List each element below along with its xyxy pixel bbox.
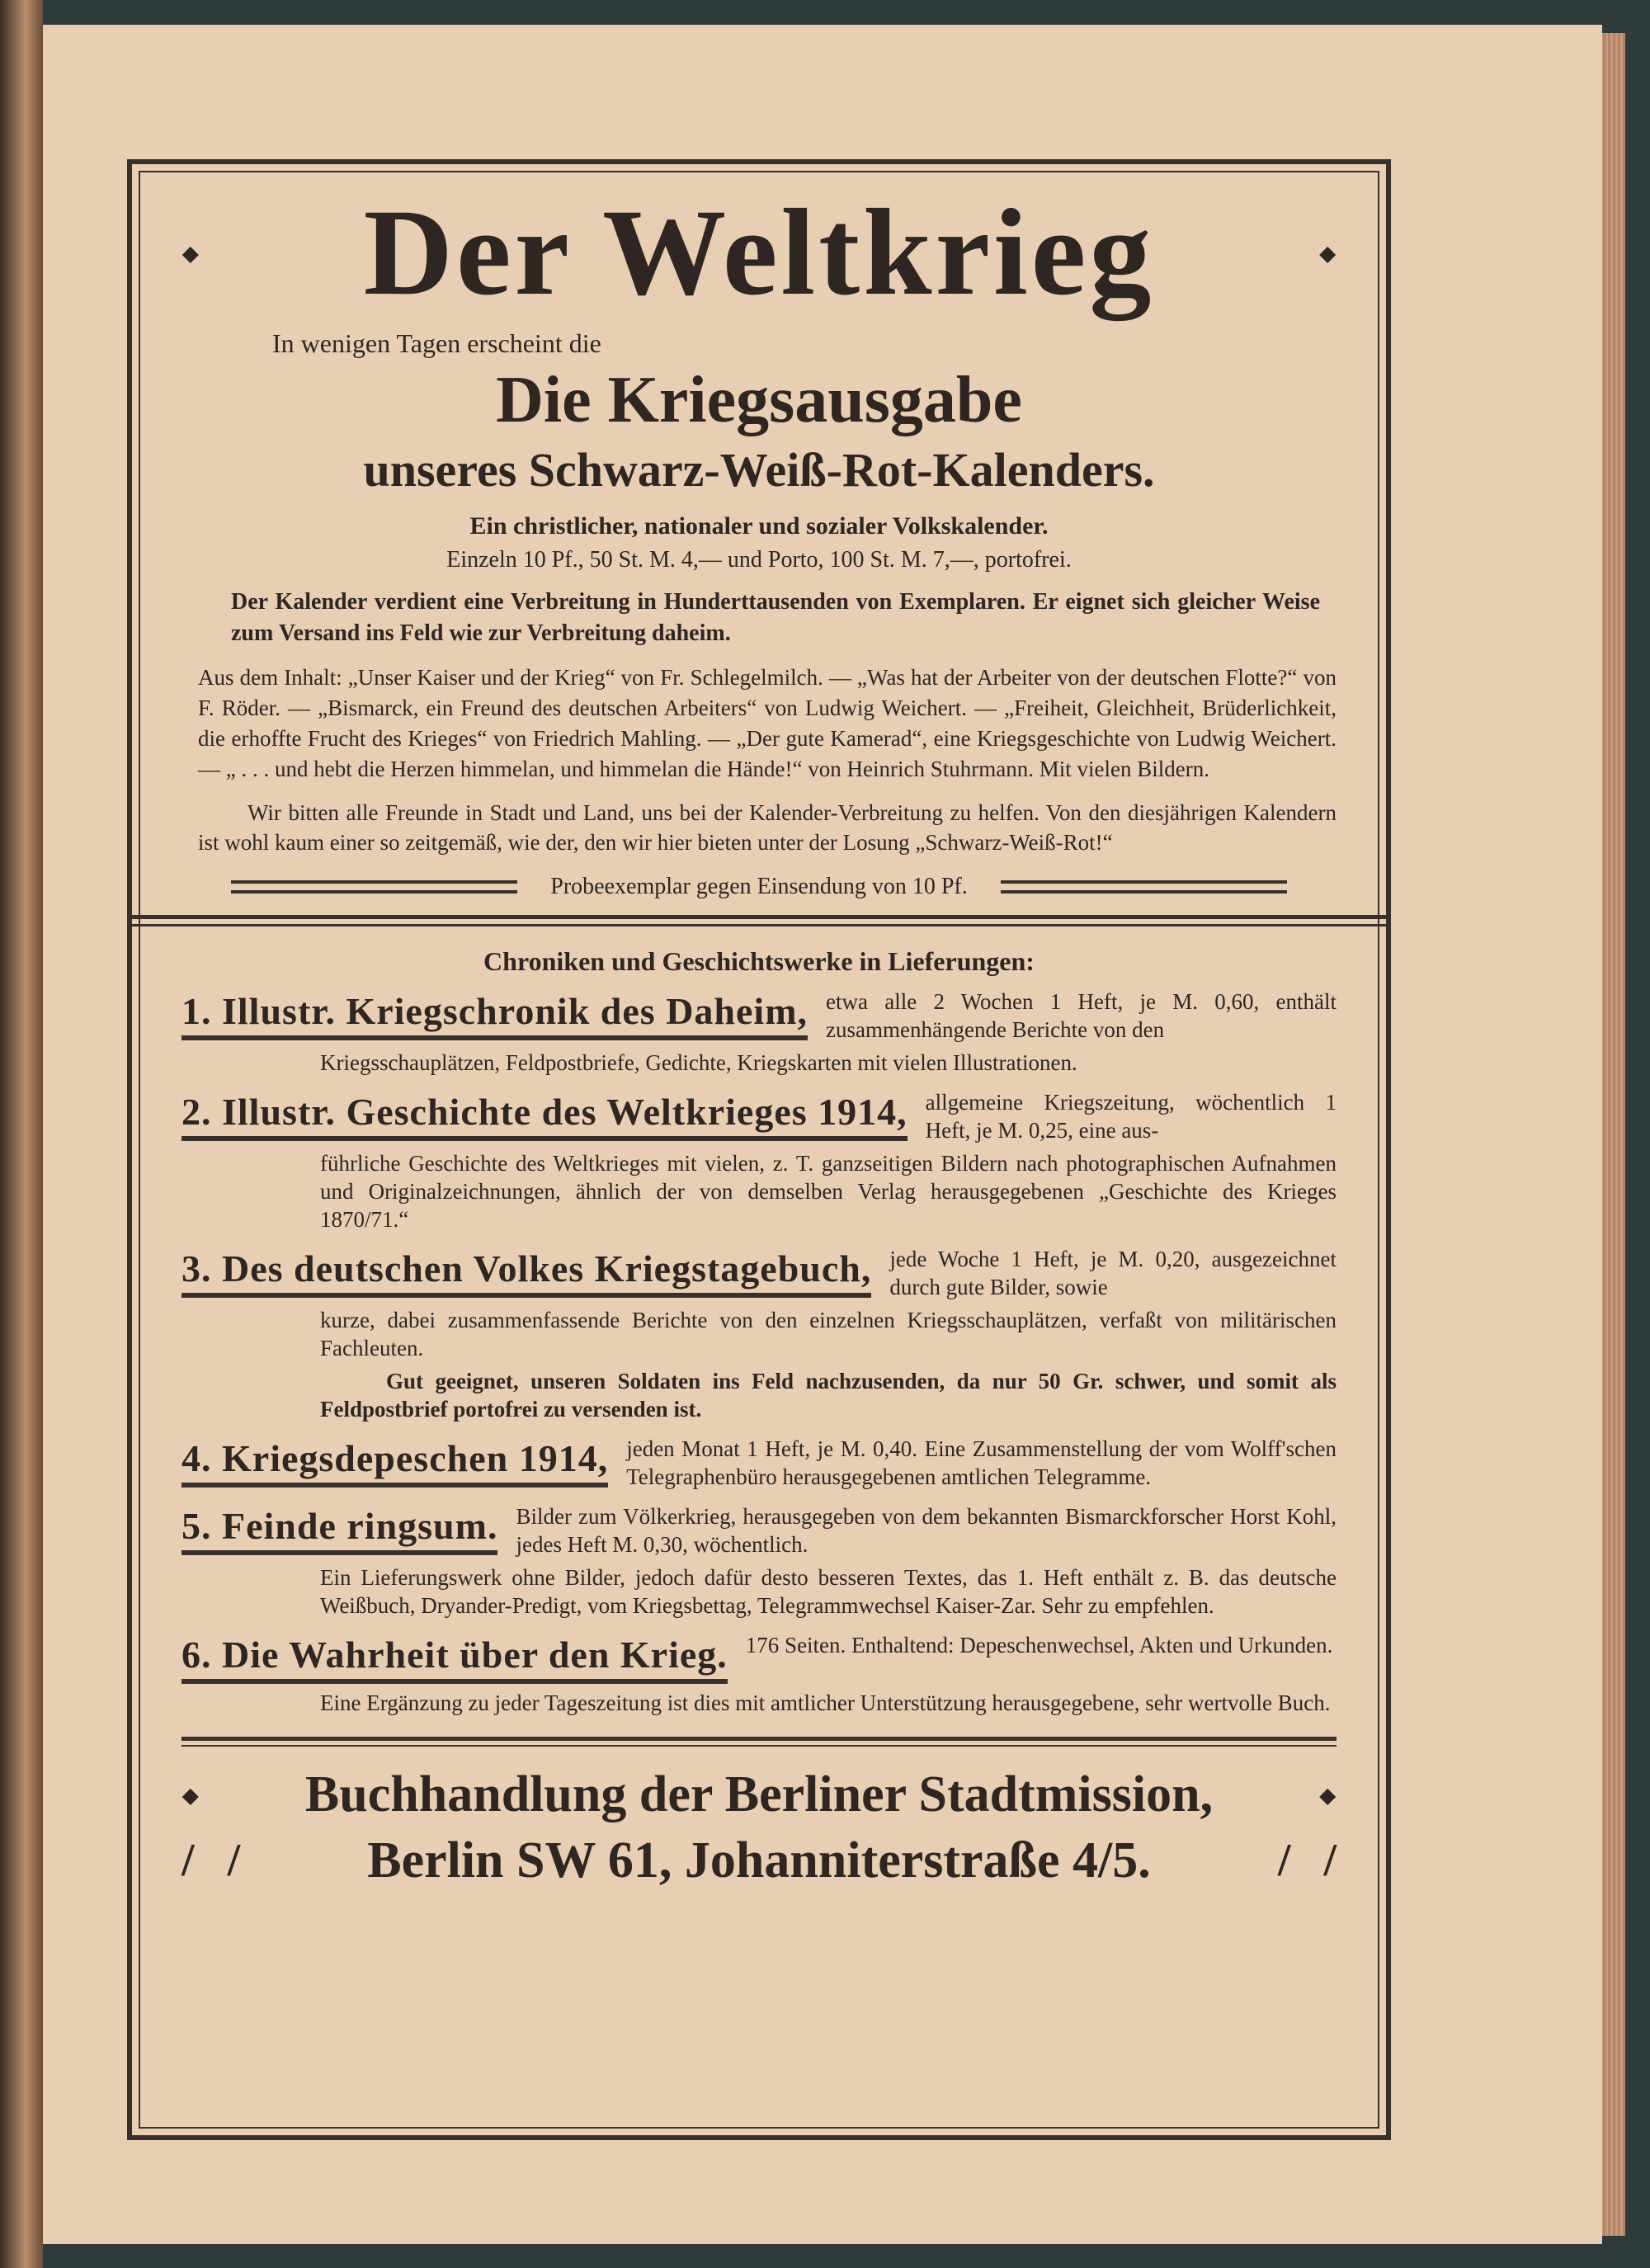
item-desc: 176 Seiten. Enthaltend: Depeschenwechsel, Akten und Urkunden. — [745, 1633, 1333, 1657]
recommendation: Der Kalender verdient eine Verbreitung in Hunderttausenden von Exemplaren. Er eignet sich gleicher Weise zum Versand ins Feld wie zur Verbreitung daheim. — [231, 589, 1320, 646]
rule — [182, 1737, 1336, 1747]
ornament-icon: ⬩ — [1318, 225, 1336, 280]
advert-border — [127, 159, 1391, 2140]
list-item — [182, 1245, 1336, 1423]
item-heading: 3. Des deutschen Volkes Kriegstagebuch, — [182, 1245, 871, 1298]
subheadline: unseres Schwarz-Weiß-Rot-Kalenders. — [363, 443, 1155, 497]
ornament-icon: ⬩ — [1318, 1767, 1336, 1822]
publisher: Buchhandlung der Berliner Stadtmission, — [304, 1766, 1214, 1822]
item-heading: 5. Feinde ringsum. — [182, 1502, 497, 1555]
item-desc: jede Woche 1 Heft, je M. 0,20, ausgezeichnet durch gute Bilder, sowie — [889, 1247, 1336, 1299]
list-item — [182, 1088, 1336, 1233]
item-desc: etwa alle 2 Wochen 1 Heft, je M. 0,60, enthält zusammenhängende Berichte von den — [826, 989, 1336, 1042]
headline: Die Kriegsausgabe — [496, 364, 1022, 436]
section-divider — [132, 915, 1386, 927]
sample-row — [231, 870, 1287, 903]
item-cont: Ein Lieferungswerk ohne Bilder, jedoch dafür desto besseren Textes, das 1. Heft enthält z. B. das deutsche Weißbuch, Dryander-Predigt, vom Kriegsbettag, Telegrammwechsel Kaiser-Zar. Sehr zu empfehlen. — [320, 1565, 1336, 1618]
item-heading: 1. Illustr. Kriegschronik des Daheim, — [182, 988, 808, 1040]
list-item — [182, 1435, 1336, 1491]
slash-ornament: / — [1323, 1835, 1336, 1886]
list-item — [182, 988, 1336, 1077]
double-rule — [1001, 880, 1287, 894]
item-cont: Kriegsschauplätzen, Feldpostbriefe, Gedichte, Kriegskarten mit vielen Illustrationen. — [320, 1050, 1077, 1075]
title-row — [182, 182, 1336, 323]
list-item — [182, 1631, 1336, 1717]
adjacent-page-edge — [0, 0, 43, 2268]
ornament-icon: ⬩ — [182, 1767, 200, 1822]
address-row — [182, 1827, 1336, 1893]
appeal: Wir bitten alle Freunde in Stadt und Land, uns bei der Kalender-Verbreitung zu helfen. Von den diesjährigen Kalendern ist wohl kaum einer so zeitgemäß, wie der, den wir hier bieten unter der Losung „Schwarz-Weiß-Rot!“ — [198, 800, 1336, 855]
slash-group — [1278, 1834, 1336, 1887]
section-title: Chroniken und Geschichtswerke in Lieferungen: — [483, 946, 1035, 976]
item-heading: 2. Illustr. Geschichte des Weltkrieges 1914, — [182, 1088, 908, 1141]
ornament-icon: ⬩ — [182, 225, 200, 280]
slash-group — [182, 1834, 240, 1887]
slash-ornament: / — [227, 1835, 241, 1886]
item-desc: Bilder zum Völkerkrieg, herausgegeben von dem bekannten Bismarckforscher Horst Kohl, jedes Heft M. 0,30, wöchentlich. — [516, 1504, 1336, 1557]
prices: Einzeln 10 Pf., 50 St. M. 4,— und Porto, 100 St. M. 7,—, portofrei. — [446, 547, 1072, 573]
item-cont: führliche Geschichte des Weltkrieges mit vielen, z. T. ganzseitigen Bildern nach photographischen Aufnahmen und Originalzeichnungen, ähnlich der von demselben Verlag herausgegebenen „Geschichte des Krieges 1870/71.“ — [320, 1151, 1336, 1232]
publisher-row — [182, 1761, 1336, 1827]
item-desc: allgemeine Kriegszeitung, wöchentlich 1 Heft, je M. 0,25, eine aus- — [925, 1090, 1336, 1143]
item-cont: kurze, dabei zusammenfassende Berichte von den einzelnen Kriegsschauplätzen, verfaßt von militärischen Fachleuten. — [320, 1308, 1336, 1360]
slash-ornament: / — [1277, 1835, 1291, 1886]
double-rule — [231, 880, 517, 894]
item-heading: 4. Kriegsdepeschen 1914, — [182, 1435, 608, 1488]
main-title: Der Weltkrieg — [363, 184, 1155, 321]
tagline: Ein christlicher, nationaler und sozialer Volkskalender. — [469, 512, 1049, 540]
address: Berlin SW 61, Johanniterstraße 4/5. — [367, 1832, 1151, 1888]
item-heading: 6. Die Wahrheit über den Krieg. — [182, 1631, 728, 1684]
item-desc: jeden Monat 1 Heft, je M. 0,40. Eine Zusammenstellung der vom Wolff'schen Telegraphenbüro herausgegebenen amtlichen Telegramme. — [626, 1436, 1336, 1489]
slash-ornament: / — [182, 1835, 195, 1886]
list-item — [182, 1502, 1336, 1620]
intro-text: In wenigen Tagen erscheint die — [272, 328, 601, 358]
contents: Aus dem Inhalt: „Unser Kaiser und der Krieg“ von Fr. Schlegelmilch. — „Was hat der Arbeiter von der deutschen Flotte?“ von F. Röder. — „Bismarck, ein Freund des deutschen Arbeiters“ von Ludwig Weichert. — „Freiheit, Gleichheit, Brüderlichkeit, die erhoffte Frucht des Krieges“ von Friedrich Mahling. — „Der gute Kamerad“, eine Kriegsgeschichte von Ludwig Weichert. — „ . . . und hebt die Herzen himmelan, und himmelan die Hände!“ von Heinrich Stuhrmann. Mit vielen Bildern. — [198, 665, 1336, 781]
item-note: Gut geeignet, unseren Soldaten ins Feld nachzusenden, da nur 50 Gr. schwer, und somit als Feldpostbrief portofrei zu versenden ist. — [320, 1369, 1336, 1422]
item-cont: Eine Ergänzung zu jeder Tageszeitung ist dies mit amtlicher Unterstützung herausgegebene, sehr wertvolle Buch. — [320, 1690, 1331, 1715]
sample-offer: Probeexemplar gegen Einsendung von 10 Pf. — [550, 874, 968, 899]
